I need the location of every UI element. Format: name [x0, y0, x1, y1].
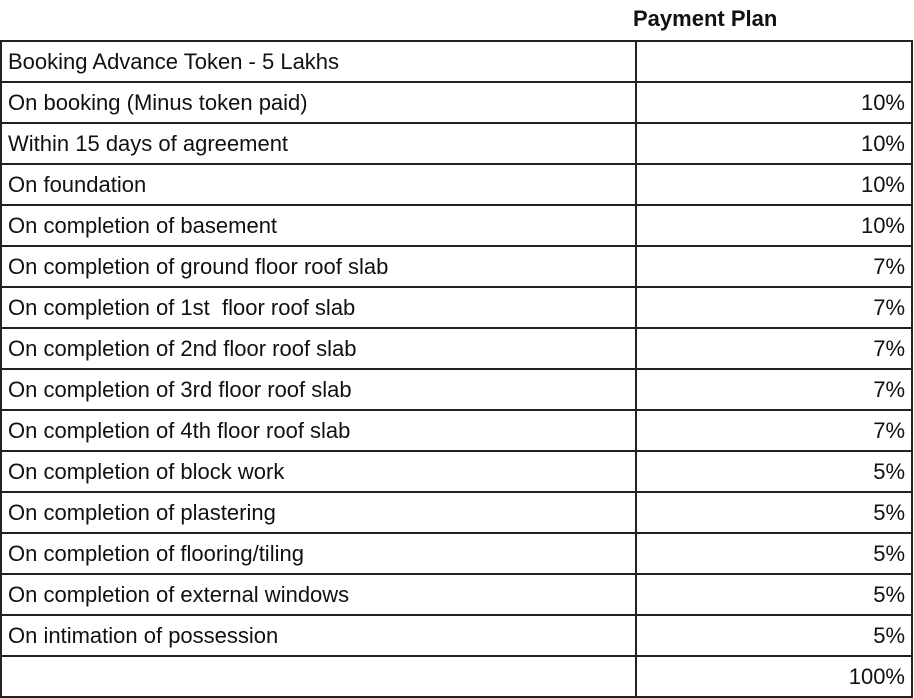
- percent-cell: 7%: [636, 410, 912, 451]
- table-row: [1, 533, 912, 574]
- stage-cell: On booking (Minus token paid): [1, 82, 636, 123]
- page-title: Payment Plan: [633, 6, 778, 31]
- table-row: [1, 164, 912, 205]
- total-percent-cell: 100%: [636, 656, 912, 697]
- stage-cell: On completion of 2nd floor roof slab: [1, 328, 636, 369]
- percent-cell: 5%: [636, 574, 912, 615]
- table-row: [1, 615, 912, 656]
- stage-cell: On completion of external windows: [1, 574, 636, 615]
- table-row: [1, 369, 912, 410]
- percent-cell: 10%: [636, 164, 912, 205]
- percent-cell: 10%: [636, 82, 912, 123]
- percent-cell: 10%: [636, 123, 912, 164]
- payment-plan-table: [0, 40, 913, 698]
- table-row: [1, 451, 912, 492]
- stage-cell: On completion of block work: [1, 451, 636, 492]
- percent-cell: 5%: [636, 615, 912, 656]
- stage-cell: On intimation of possession: [1, 615, 636, 656]
- table-row: [1, 574, 912, 615]
- stage-cell: [1, 656, 636, 697]
- table-row: [1, 205, 912, 246]
- stage-cell: On completion of 1st floor roof slab: [1, 287, 636, 328]
- table-row: [1, 328, 912, 369]
- stage-cell: On completion of flooring/tiling: [1, 533, 636, 574]
- table-row: [1, 82, 912, 123]
- percent-cell: 5%: [636, 492, 912, 533]
- table-row: [1, 410, 912, 451]
- total-row: [1, 656, 912, 697]
- percent-cell: 10%: [636, 205, 912, 246]
- stage-cell: On completion of 4th floor roof slab: [1, 410, 636, 451]
- percent-cell: 7%: [636, 369, 912, 410]
- stage-cell: On foundation: [1, 164, 636, 205]
- stage-cell: On completion of 3rd floor roof slab: [1, 369, 636, 410]
- stage-cell: Booking Advance Token - 5 Lakhs: [1, 41, 636, 82]
- table-row: [1, 246, 912, 287]
- table-header: [0, 0, 914, 40]
- table-row: [1, 287, 912, 328]
- stage-cell: On completion of basement: [1, 205, 636, 246]
- table-row: [1, 41, 912, 82]
- percent-cell: 5%: [636, 451, 912, 492]
- table-row: [1, 123, 912, 164]
- percent-cell: 7%: [636, 328, 912, 369]
- percent-cell: [636, 41, 912, 82]
- stage-cell: On completion of ground floor roof slab: [1, 246, 636, 287]
- table-row: [1, 492, 912, 533]
- stage-cell: On completion of plastering: [1, 492, 636, 533]
- percent-cell: 5%: [636, 533, 912, 574]
- percent-cell: 7%: [636, 246, 912, 287]
- stage-cell: Within 15 days of agreement: [1, 123, 636, 164]
- percent-cell: 7%: [636, 287, 912, 328]
